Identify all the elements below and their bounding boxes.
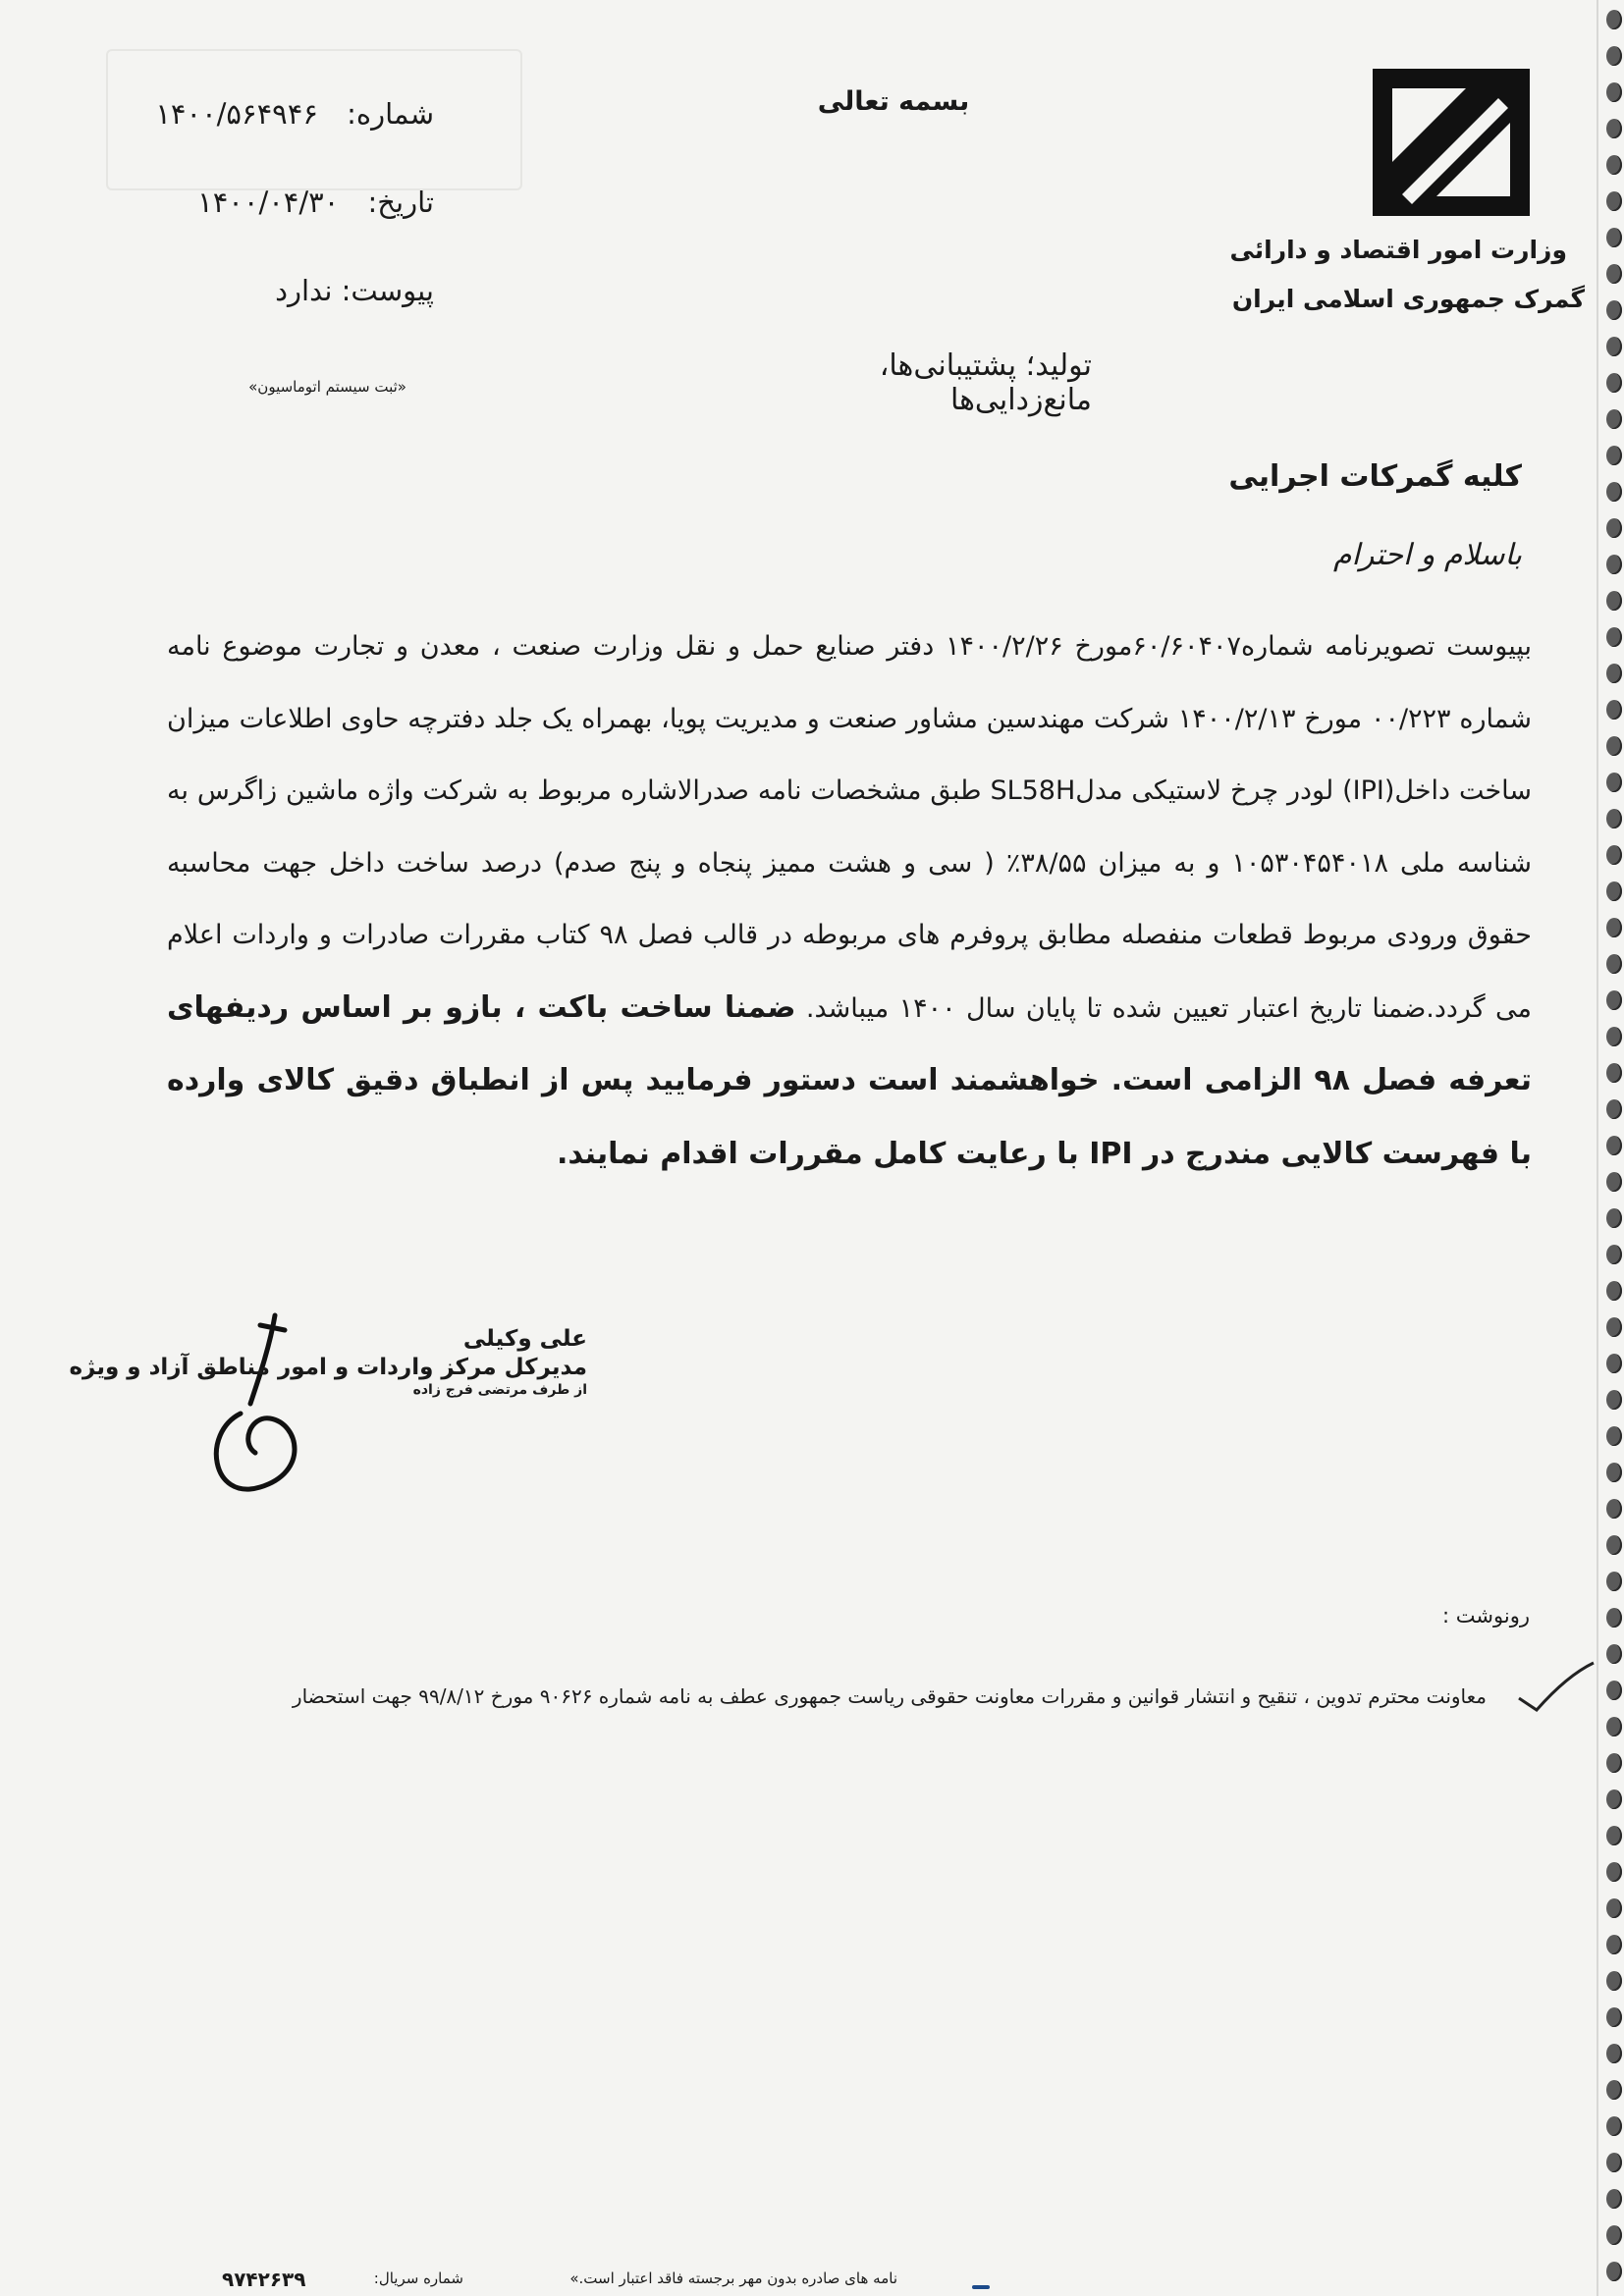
system-note: «ثبت سیستم اتوماسیون»: [248, 378, 406, 396]
binding-hole: [1606, 773, 1622, 792]
binding-hole: [1606, 264, 1622, 284]
letter-attachment: [275, 274, 434, 307]
binding-hole: [1606, 1099, 1622, 1119]
letter-topic: تولید؛ پشتیبانی‌ها، مانع‌زدایی‌ها: [879, 348, 1092, 417]
signer-block: [69, 1325, 587, 1399]
signer-note: از طرف مرتضی فرج زاده: [412, 1381, 587, 1398]
binding-hole: [1606, 1572, 1622, 1591]
body-bold-text: ضمنا ساخت باکت ، بازو بر اساس ردیفهای تعرفه فصل ۹۸ الزامی است. خواهشمند است دستور فرمایید پس از انطباق دقیق کالای وارده با فهرست کالایی مندرج در IPI با رعایت کامل مقررات اقدام نمایند.: [167, 989, 1532, 1171]
binding-hole: [1606, 446, 1622, 465]
letter-attachment-label: پیوست:: [341, 274, 434, 307]
binding-hole: [1606, 300, 1622, 320]
letter-date-label: تاریخ:: [367, 186, 434, 219]
letter-number-label: شماره:: [347, 97, 434, 131]
binding-hole: [1606, 2189, 1622, 2209]
binding-hole: [1606, 1681, 1622, 1700]
check-mark-icon: [1517, 1659, 1596, 1718]
signer-title: مدیرکل مرکز واردات و امور مناطق آزاد و ویژه: [69, 1354, 587, 1380]
binding-hole: [1606, 1608, 1622, 1628]
binding-hole: [1606, 10, 1622, 29]
binding-hole: [1606, 664, 1622, 683]
binding-hole: [1606, 2044, 1622, 2063]
binding-hole: [1606, 2080, 1622, 2100]
signer-name: علی وکیلی: [462, 1326, 587, 1352]
binding-hole: [1606, 482, 1622, 502]
binding-hole: [1606, 1136, 1622, 1155]
binding-hole: [1606, 2262, 1622, 2281]
binding-hole: [1606, 954, 1622, 974]
binding-hole: [1606, 1789, 1622, 1809]
footer-validity-note: نامه های صادره بدون مهر برجسته فاقد اعتبار است.»: [569, 2269, 897, 2287]
binding-hole: [1606, 2007, 1622, 2027]
binding-hole: [1606, 1390, 1622, 1410]
binding-hole: [1606, 1862, 1622, 1882]
binding-hole: [1606, 700, 1622, 720]
binding-hole: [1606, 990, 1622, 1010]
binding-hole: [1606, 591, 1622, 611]
binding-hole: [1606, 373, 1622, 393]
copies-label: رونوشت :: [1442, 1604, 1530, 1628]
binding-hole: [1606, 555, 1622, 574]
binding-hole: [1606, 409, 1622, 429]
letter-date-value: ۱۴۰۰/۰۴/۳۰: [197, 186, 340, 219]
binding-hole: [1606, 2116, 1622, 2136]
org-name-line2: گمرک جمهوری اسلامی ایران: [1231, 285, 1585, 313]
binding-hole: [1606, 1208, 1622, 1228]
org-name-line1: وزارت امور اقتصاد و دارائی: [1229, 236, 1567, 264]
blue-mark: [972, 2285, 990, 2289]
binding-hole: [1606, 1644, 1622, 1664]
serial-number-label: شماره سریال:: [373, 2269, 463, 2287]
greeting-line: باسلام و احترام: [1332, 538, 1522, 572]
bismillah-heading: بسمه تعالی: [817, 86, 970, 117]
binding-hole: [1606, 1499, 1622, 1519]
letter-number: [155, 97, 434, 131]
binding-hole: [1606, 337, 1622, 356]
binding-hole: [1606, 191, 1622, 211]
binding-hole: [1606, 1426, 1622, 1446]
binding-hole: [1606, 1717, 1622, 1736]
binding-hole: [1606, 1971, 1622, 1991]
binding-hole: [1606, 1463, 1622, 1482]
body-text: بپیوست تصویرنامه شماره۶۰/۶۰۴۰۷مورخ ۱۴۰۰/۲/۲۶ دفتر صنایع حمل و نقل وزارت صنعت ، معدن و تجارت موضوع نامه شماره ۰۰/۲۲۳ مورخ ۱۴۰۰/۲/۱۳ شرکت مهندسین مشاور صنعت و مدیریت پویا، بهمراه یک جلد دفترچه حاوی اطلاعات میزان ساخت داخل(IPI) لودر چرخ لاستیکی مدلSL58H طبق مشخصات نامه صدرالاشاره مربوط به شرکت واژه ماشین زاگرس به شناسه ملی ۱۰۵۳۰۴۵۴۰۱۸ و به میزان ۳۸/۵۵٪ ( سی و هشت ممیز پنجاه و پنج صدم) درصد ساخت داخل جهت محاسبه حقوق ورودی مربوط قطعات منفصله مطابق پروفرم های مربوطه در قالب فصل ۹۸ کتاب مقررات صادرات و واردات اعلام می گردد.ضمنا تاریخ اعتبار تعیین شده تا پایان سال ۱۴۰۰ میباشد.: [167, 631, 1533, 1024]
binding-hole: [1606, 2153, 1622, 2172]
binding-hole: [1606, 1281, 1622, 1301]
binding-hole: [1606, 1063, 1622, 1083]
binding-hole: [1606, 2225, 1622, 2245]
binding-hole: [1606, 918, 1622, 937]
customs-logo: [1373, 69, 1530, 216]
binding-hole: [1606, 736, 1622, 756]
binding-hole: [1606, 119, 1622, 138]
binding-hole: [1606, 845, 1622, 865]
binding-hole: [1606, 518, 1622, 538]
binding-hole: [1606, 228, 1622, 247]
binding-hole: [1606, 1898, 1622, 1918]
binding-hole: [1606, 1245, 1622, 1264]
binding-hole: [1606, 1826, 1622, 1845]
letter-body: [167, 611, 1532, 1191]
binding-hole: [1606, 627, 1622, 647]
binding-hole: [1606, 1753, 1622, 1773]
binding-hole: [1606, 1935, 1622, 1954]
letter-attachment-value: ندارد: [275, 274, 333, 307]
binding-hole: [1606, 1027, 1622, 1046]
binding-hole: [1606, 46, 1622, 66]
binding-hole: [1606, 1535, 1622, 1555]
binding-hole: [1606, 155, 1622, 175]
binding-hole: [1606, 881, 1622, 901]
binding-hole: [1606, 1317, 1622, 1337]
recipient-line: کلیه گمرکات اجرایی: [1228, 459, 1522, 494]
letter-number-value: ۱۴۰۰/۵۶۴۹۴۶: [155, 97, 318, 131]
binding-hole: [1606, 1354, 1622, 1373]
spiral-binding: [1597, 0, 1624, 2296]
binding-hole: [1606, 1172, 1622, 1192]
copy-recipient-item: معاونت محترم تدوین ، تنقیح و انتشار قوانین و مقررات معاونت حقوقی ریاست جمهوری عطف به نامه شماره ۹۰۶۲۶ مورخ ۹۹/۸/۱۲ جهت استحضار: [292, 1684, 1487, 1708]
letter-date: [197, 188, 434, 217]
serial-number-value: ۹۷۴۲۶۳۹: [222, 2268, 306, 2291]
binding-hole: [1606, 809, 1622, 828]
binding-hole: [1606, 82, 1622, 102]
